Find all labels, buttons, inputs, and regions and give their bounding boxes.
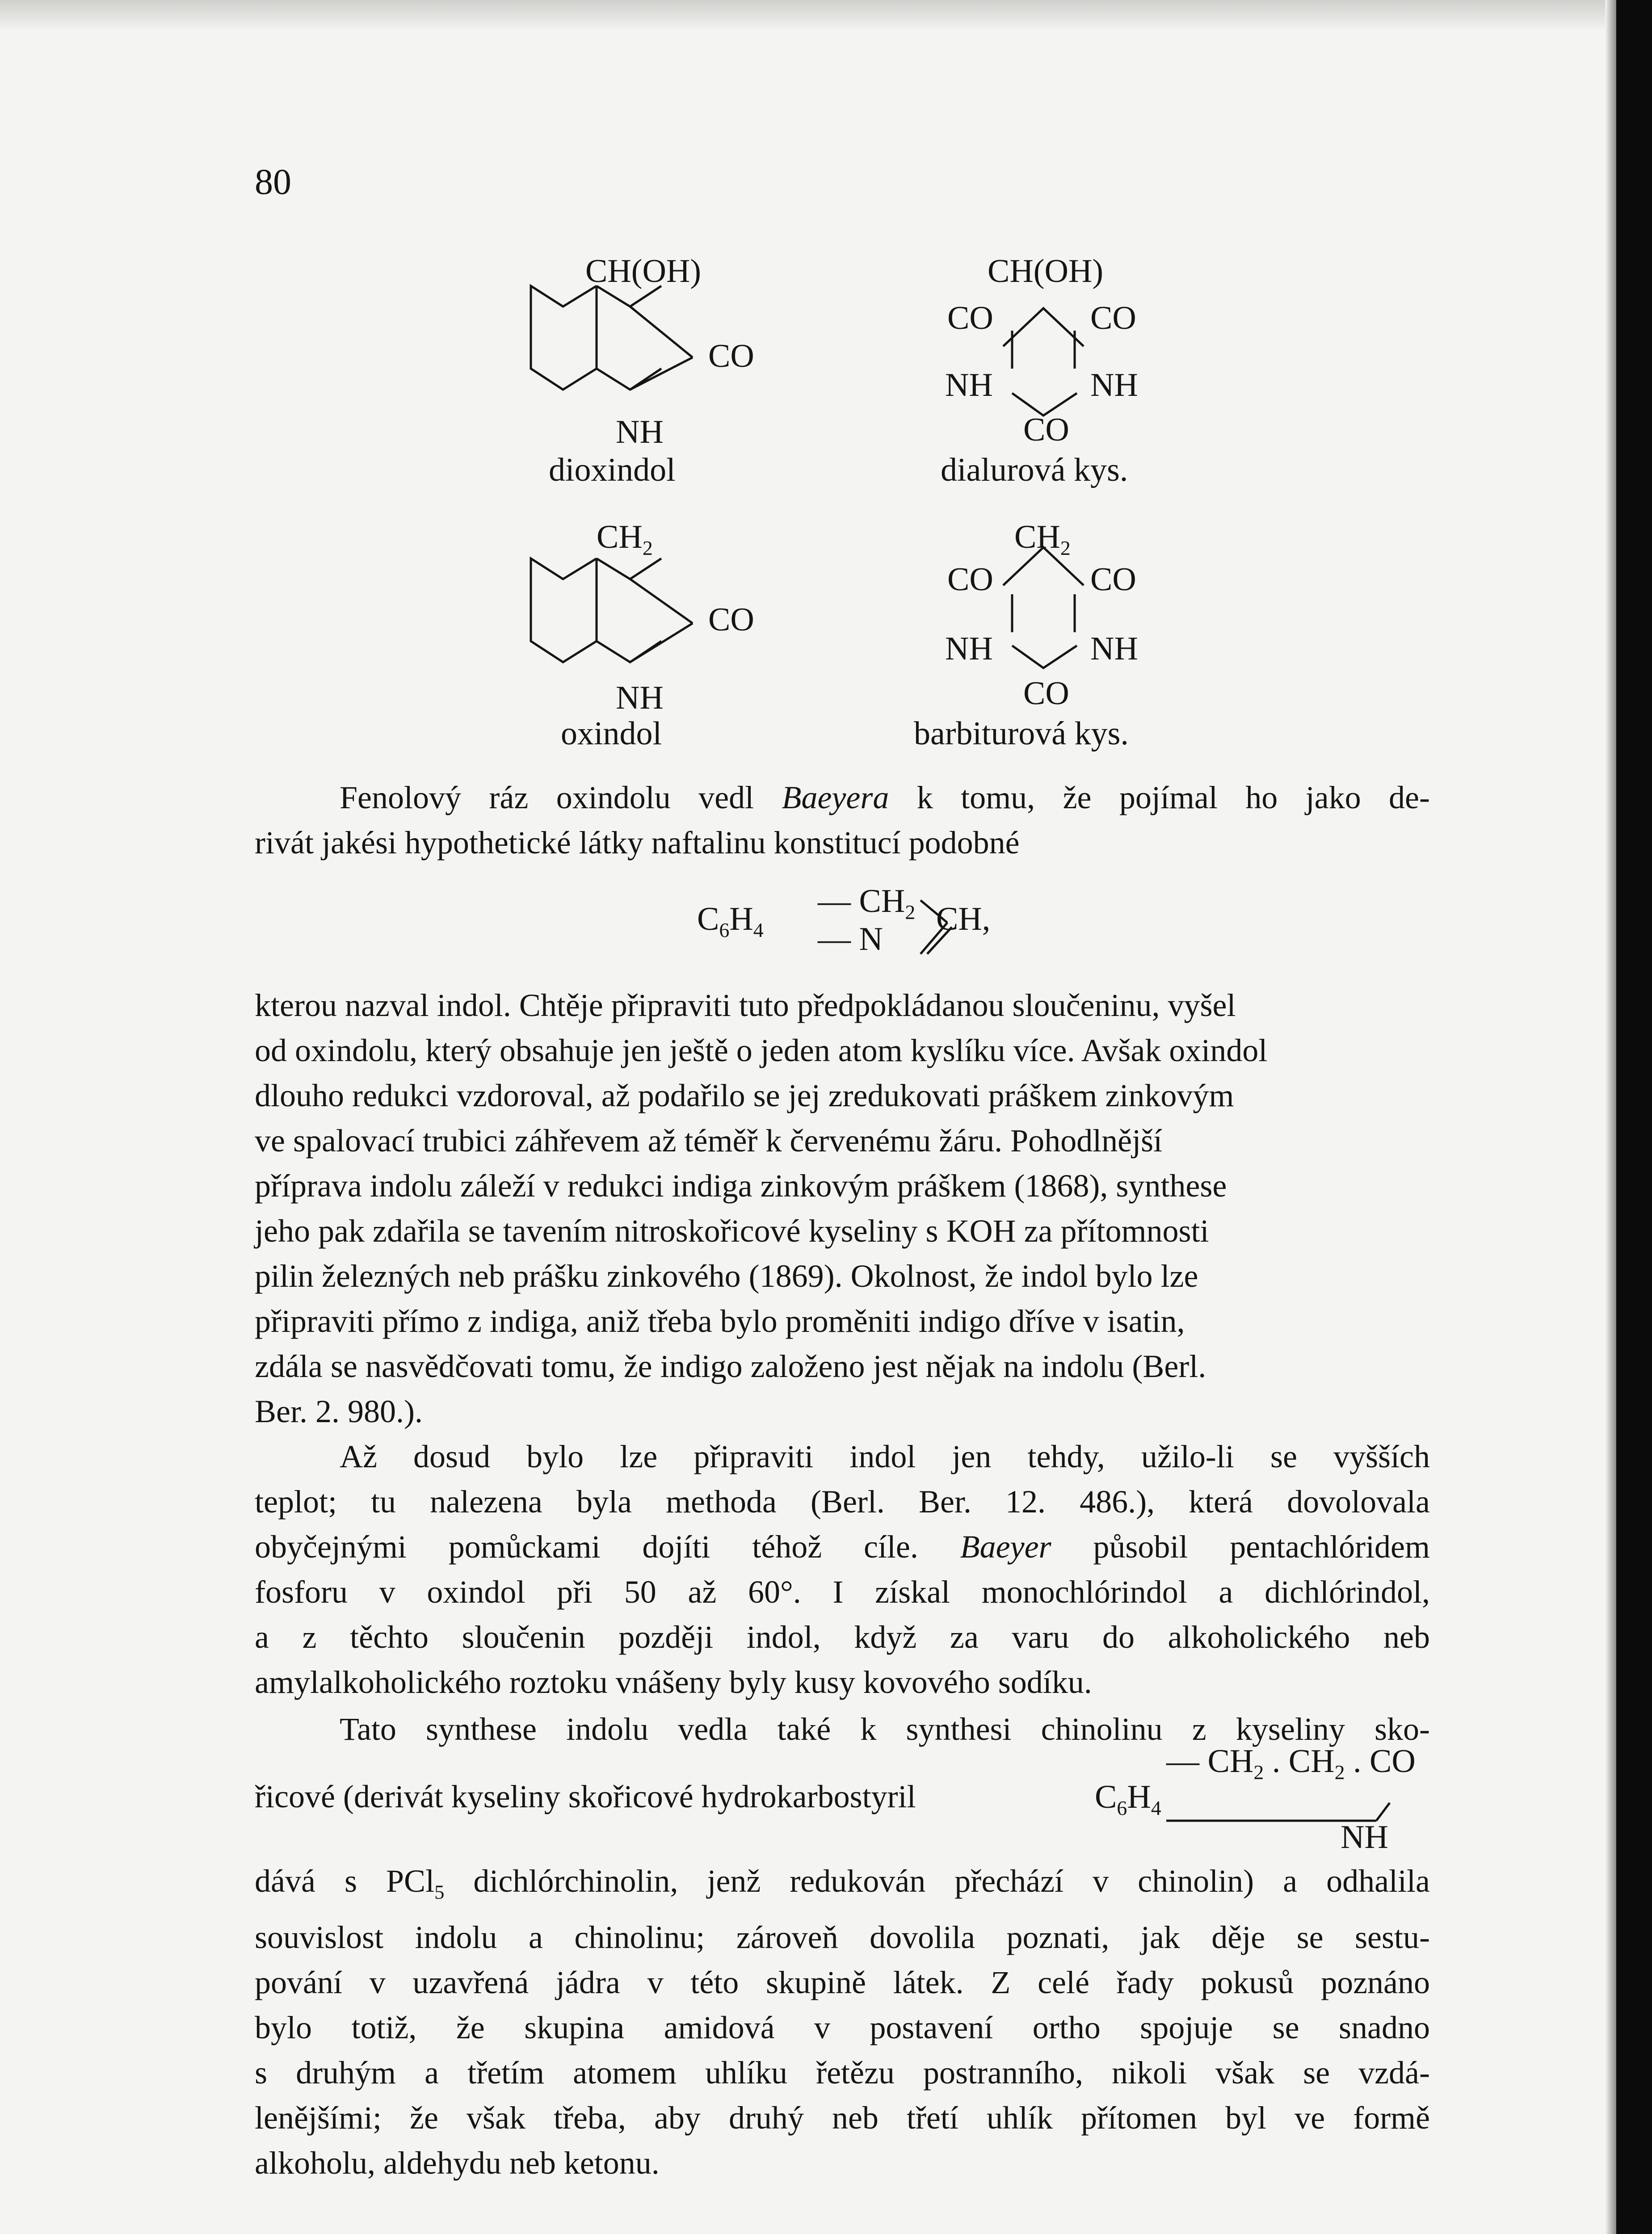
paragraph-4-line-2: řicové (derivát kyseliny skořicové hydrokarbostyril: [255, 1779, 916, 1814]
hydrocarbostyril-nh: NH: [1341, 1819, 1388, 1856]
dioxindol-rings: [531, 286, 693, 390]
author-name-baeyer-2: Baeyer: [960, 1529, 1051, 1565]
barbituric-left-upper: CO: [947, 561, 993, 598]
dioxindol-side-group: CO: [708, 338, 754, 374]
dialuric-left-lower: NH: [945, 367, 993, 403]
oxindol-side-group: CO: [708, 601, 754, 638]
barbituric-ring: [1003, 547, 1084, 668]
dioxindol-bottom-group: NH: [616, 414, 664, 450]
indol-c6h4: $C_6H_4$: [697, 901, 764, 942]
oxindol-bottom-group: NH: [616, 680, 664, 716]
paragraph-4-line-1: Tato synthese indolu vedla také k synthesi chinolinu z kyseliny sko-: [340, 1711, 1430, 1747]
oxindol-top-group: $CH_2$: [597, 519, 653, 560]
structure-drawings: [0, 0, 1652, 760]
dioxindol-top-group: CH(OH): [585, 253, 701, 290]
dialuric-name: dialurová kys.: [941, 452, 1128, 488]
dialuric-right-lower: NH: [1090, 367, 1138, 403]
dialuric-left-upper: CO: [947, 300, 993, 336]
paragraph-2: kterou nazval indol. Chtěje připraviti tuto předpokládanou sloučeninu, vyšel od oxindolu, který obsahuje jen ještě o jeden atom kyslíku více. Avšak oxindol dlouho redukci vzdoroval, až podařilo se jej zredukovati práškem zinkovým ve spalovací trubici záhřevem až téměř k červenému žáru. Pohodlnější příprava indolu záleží v redukci indiga zinkovým práškem (1868), synthese jeho pak zdařila se tavením nitroskořicové kyseliny s KOH za přítomnosti pilin železných neb prášku zinkového (1869). Okolnost, že indol bylo lze připraviti přímo z indiga, aniž třeba bylo proměniti indigo dříve v isatin, zdála se nasvědčovati tomu, že indigo založeno jest nějak na indolu (Berl. Ber. 2. 980.).: [255, 987, 1268, 1429]
author-name-baeyer: Baeyera: [782, 780, 889, 815]
barbituric-left-lower: NH: [945, 630, 993, 667]
indol-ch2: — $CH_2$: [818, 883, 916, 924]
barbituric-top-group: $CH_2$: [1014, 519, 1071, 560]
hydrocarbostyril-chain: — $CH_2$ . $CH_2$ . CO: [1166, 1743, 1416, 1784]
oxindol-name: oxindol: [561, 715, 662, 752]
barbituric-name: barbiturová kys.: [914, 715, 1129, 752]
indol-ch: CH,: [936, 901, 991, 937]
dioxindol-name: dioxindol: [549, 452, 676, 488]
page-number: 80: [255, 161, 291, 202]
paragraph-3: Až dosud bylo lze připraviti indol jen tehdy, užilo-li se vyšších teplot; tu nalezena byla methoda (Berl. Ber. 12. 486.), která dovolovala obyčejnými pomůckami dojíti téhož cíle. Baeyer působil pentachlóridem fosforu v oxindol při 50 až 60°. I získal monochlórindol a dichlórindol, a z těchto sloučenin později indol, když za varu do alkoholického neb amylalkoholického roztoku vnášeny byly kusy kovového sodíku.: [255, 1439, 1430, 1700]
barbituric-right-lower: NH: [1090, 630, 1138, 667]
dialuric-right-upper: CO: [1090, 300, 1136, 336]
oxindol-rings: [531, 558, 693, 662]
dialuric-top-group: CH(OH): [988, 253, 1103, 290]
paragraph-4-rest: dává s PCl$_5$ dichlórchinolin, jenž redukován přechází v chinolin) a odhalila souvislost indolu a chinolinu; zároveň dovolila poznati, jak děje se sestu- pování v uzavřená jádra v této skupině látek. Z celé řady pokusů poznáno bylo totiž, že skupina amidová v postavení ortho spojuje se snadno s druhým a třetím atomem uhlíku řetězu postranního, nikoli však se vzdá- lenějšími; že však třeba, aby druhý neb třetí uhlík přítomen byl ve formě alkoholu, aldehydu neb ketonu.: [255, 1863, 1430, 2181]
barbituric-right-upper: CO: [1090, 561, 1136, 598]
paragraph-1: Fenolový ráz oxindolu vedl Baeyera k tomu, že pojímal ho jako de- rivát jakési hypothetické látky naftalinu konstitucí podobné: [255, 780, 1430, 861]
barbituric-bottom-group: CO: [1023, 675, 1069, 712]
indol-n: — N: [818, 921, 883, 957]
hydrocarbostyril-c6h4: $C_6H_4$: [1095, 1779, 1161, 1820]
dialuric-bottom-group: CO: [1023, 412, 1069, 448]
dialuric-ring: [1003, 308, 1084, 416]
